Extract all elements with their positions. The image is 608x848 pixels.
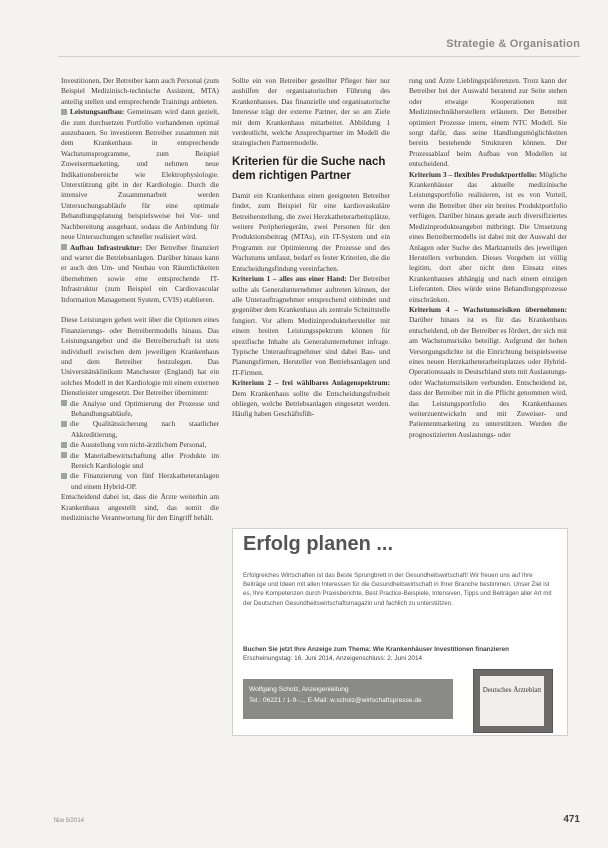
paragraph-text: Dem Krankenhaus sollte die Entscheidungsfreiheit obliegen, welche Betriebsanlagen eingesetzt werden. Häufig haben Geschäftsfüh- — [232, 388, 390, 419]
list-item — [61, 440, 219, 450]
paragraph: rung und Ärzte Lieblingspräferenzen. Trotz kann der Betreiber bei der Auswahl beratend zur Seite stehen oder etwaige Kooperationen mit Medizintechnikherstellern erläutern. Der Betreiber optimiert Prozesse intern, einem NTC Modell. Sie sorgt dafür, dass seine Handlungsmöglichkeiten bereits bestehende Strukturen können. Der Prozessablauf beim Aufbau von Modellen ist entscheidend. — [409, 76, 567, 169]
page-number: 471 — [563, 814, 580, 825]
advertisement-box — [232, 528, 568, 736]
paragraph-text: Mögliche Krankenhäuser das aktuelle medizinische Leistungsportfolio realisieren, ist es von Vorteil, wenn die Betreiber über ein breites Produktportfolio verfügen. Darüber hinaus gerade auch diversifiziertes Medizinprodukteangebot mitbringt. Die Umsetzung eines Betreibermodells ist dabei mit der Auswahl der Anlagen oder Suche des Marktanteils des jeweiligen Herstellers verbunden. Dieses Vorgehen ist völlig legitim, dort aber nicht dem Einsatz eines Krankenhauses abhängig und nach einem einzigen Lieferanten. Dies würde seine Behandlungsprozesse einschränken. — [409, 169, 568, 304]
ad-contact-bar — [243, 679, 453, 719]
footer-left: f&w 5/2014 — [54, 818, 85, 824]
spacer — [61, 305, 219, 315]
list-item-text: die Analyse und Optimierung der Prozesse und Behandlungsabläufe, — [70, 398, 219, 418]
list-item — [61, 419, 219, 440]
paragraph-text: Gemeinsam wird dann gezielt, die zum durchsetzen Portfolio vorhandenen optimal auszubauen. So investieren Betreiber zusammen mit dem Krankenhaus in entsprechende Wachstumsprogramme, zum Beispiel Zuweisermarketing, und nehmen neue Indikationsbereiche wie Elektrophysiologie. Unterstützung gibt in der Kardiologie. Durch die intensive Zusammenarbeit werden Untersuchungsabläufe für eine optimale Behandlungsplanung beispielsweise bei Vor- und Nachbereitung ausgebaut, sodass die Anbindung für neue Untersuchungen schneller realisiert wird. — [61, 107, 220, 242]
paragraph: Entscheidend dabei ist, dass die Ärzte weiterhin am Krankenhaus angestellt sind, das somit die medizinische Verantwortung für den Eingriff behält. — [61, 492, 219, 523]
paragraph-lead: Kriterium 4 – Wachstumsrisiken übernehmen: — [409, 304, 567, 314]
bullet-square-icon — [61, 400, 67, 406]
paragraph — [232, 274, 390, 378]
paragraph-lead: Kriterium 1 – alles aus einer Hand: — [232, 274, 347, 284]
paragraph-lead: Kriterium 2 – frei wählbares Anlagenspektrum: — [232, 378, 390, 388]
paragraph-text: Der Betreiber sollte als Generalunternehmer auftreten können, der alle Unterauftragnehmer entsprechend einbindet und gegenüber dem Krankenhaus als zentrale Schnittstelle fungiert. Vor allem Medizinproduktehersteller mit einem breiten Leistungsspektrum können für spezifische Inhalte als Generalunternehmer infrage. Typische Unterauftragnehmer sind dabei Bau- und Planungsfirmen, Hersteller von Betriebsanlagen und IT-Firmen. — [232, 274, 390, 377]
paragraph — [409, 305, 567, 440]
running-head: Strategie & Organisation — [446, 38, 580, 50]
paragraph: Investitionen, Der Betreiber kann auch Personal (zum Beispiel Medizinisch-technische Assistent, MTA) anteilig stellen und entsprechende Trainings anbieten. — [61, 76, 219, 106]
bullet-square-icon — [61, 473, 67, 479]
paragraph — [61, 107, 219, 242]
list-item-text: die Qualitätssicherung nach staatlicher Akkreditierung, — [70, 419, 219, 439]
paragraph — [232, 378, 390, 420]
ad-contact-name: Wolfgang Scholz, Anzeigenleitung — [249, 686, 349, 693]
paragraph — [409, 170, 567, 305]
list-item — [61, 471, 219, 492]
column-middle — [232, 76, 390, 420]
bullet-square-icon — [61, 452, 67, 458]
column-right — [409, 76, 567, 440]
ad-deadline-theme: Wie Krankenhäuser Investitionen finanzieren — [372, 646, 510, 653]
paragraph-text: Der Betreiber finanziert und wartet die Betriebsanlagen. Darüber hinaus kann er auch den Um- und Neubau von Räumlichkeiten übernehmen sowie eine entsprechende IT-Infrastruktur (zum Beispiel ein Cardiovascular Information Management System, CVIS) etablieren. — [61, 242, 220, 304]
column-left — [61, 76, 219, 523]
paragraph-lead: Leistungsaufbau: — [70, 107, 125, 117]
paragraph-text: Darüber hinaus ist es für das Krankenhaus entscheidend, ob der Betreiber es fördert, der sich mit am Wachstumsrisiko beteiligt. Aufgrund der hohen Versorgungsdichte ist die Einrichtung beispielsweise eines neuen Herzkatheterarbeitsplatzes oder Hybrid-Operationssaals in Deutschland stets mit Auslastungs- oder Wachstumsrisiken verbunden. Entscheidend ist, dass der Betreiber mit in die Pflicht genommen wird, das Leistungsportfolio des Krankenhauses weiterzuentwickeln und mit Zuweiser- und Patientenmarketing zu unterstützen. Werden die prognostizierten Auslastungs- oder — [409, 315, 567, 439]
paragraph: Diese Leistungen gehen weit über die Optionen eines Finanzierungs- oder Betreibermodells hinaus. Das Leistungsangebot und die Betreiberschaft ist stets individuell zwischen dem jeweiligen Krankenhaus und dem Betreiber festzulegen. Das Universitätsklinikum Manchester (England) hat ein solches Modell in der Kardiologie mit einem externen Dienstleister umgesetzt. Der Betreiber übernimmt: — [61, 315, 219, 398]
magazine-cover-image — [473, 669, 553, 733]
paragraph: Sollte ein von Betreiber gestellter Pfleger hier nur aushilfen der organisatorischen Führung des Krankenhauses. Das finanzielle und organisatorische Interesse trägt der externe Partner, der so am Ziele mit dem Krankenhaus mitarbeitet. Abbildung 1 verdeutlicht, welche Ansprechpartner im Modell die strategischen Partnermodelle. — [232, 76, 390, 148]
bullet-square-icon — [61, 442, 67, 448]
paragraph-lead: Kriterium 3 – flexibles Produktportfolio: — [409, 169, 538, 179]
list-item-text: die Finanzierung von fünf Herzkatheteranlagen und einem Hybrid-OP. — [70, 471, 219, 491]
section-heading: Kriterien für die Suche nach dem richtigen Partner — [232, 155, 386, 182]
ad-title: Erfolg planen ... — [243, 533, 394, 555]
paragraph — [61, 243, 219, 305]
paragraph: Damit ein Krankenhaus einen geeigneten Betreiber findet, zum Beispiel für eine kardiovaskuläre Betreiberstellung, die zwei Herzkatheterarbeitsplätze, weitere Peripheriegeräte, zwei Personen für den Produktionsbeitrag (MTAs), ein IT-System und ein Programm zur Optimierung der Prozesse und des Wachstums umfasst, bedarf es fester Kriterien, die die Entscheidungsfindung vereinfachen. — [232, 190, 390, 273]
bullet-square-icon — [61, 109, 67, 115]
ad-deadline-detail: Erscheinungstag: 16. Juni 2014, Anzeigenschluss: 2. Juni 2014 — [243, 655, 423, 663]
list-item-text: die Materialbewirtschaftung aller Produkte im Bereich Kardiologie und — [70, 450, 219, 471]
ad-contact-details: Tel.: 06221 / 1-9-..., E-Mail: w.scholz@wirtschaftspresse.de — [249, 697, 422, 704]
ad-text: Erfolgreiches Wirtschaften ist das Beste Sprungbrett in der Gesundheitswirtschaft! Wir freuen uns auf Ihre Beiträge und Ideen mit allen Interessen für die Gesundheitswirtschaft in Ihrer Branche bestimmen. Unser Ziel ist es, Ihre Kompetenzen durch Praxisberichte, Best Practice-Beispiele, Intensiven, Tipps und Beiträgen aller Art mit der Deutschen Gesundheitswirtschaftsmagazin und fachlich zu unterstützen. — [243, 572, 552, 607]
ad-deadline — [243, 645, 555, 664]
list-item — [61, 451, 219, 472]
list-item — [61, 399, 219, 420]
ad-deadline-lead: Buchen Sie jetzt Ihre Anzeige zum Thema: — [243, 646, 371, 653]
header-rule — [58, 56, 580, 57]
magazine-cover-title: Deutsches Ärzteblatt — [480, 676, 544, 726]
bullet-square-icon — [61, 244, 67, 250]
bullet-square-icon — [61, 421, 67, 427]
list-item-text: die Ausstellung von nicht-ärztlichem Personal, — [70, 440, 207, 450]
paragraph-lead: Aufbau Infrastruktur: — [70, 242, 143, 252]
